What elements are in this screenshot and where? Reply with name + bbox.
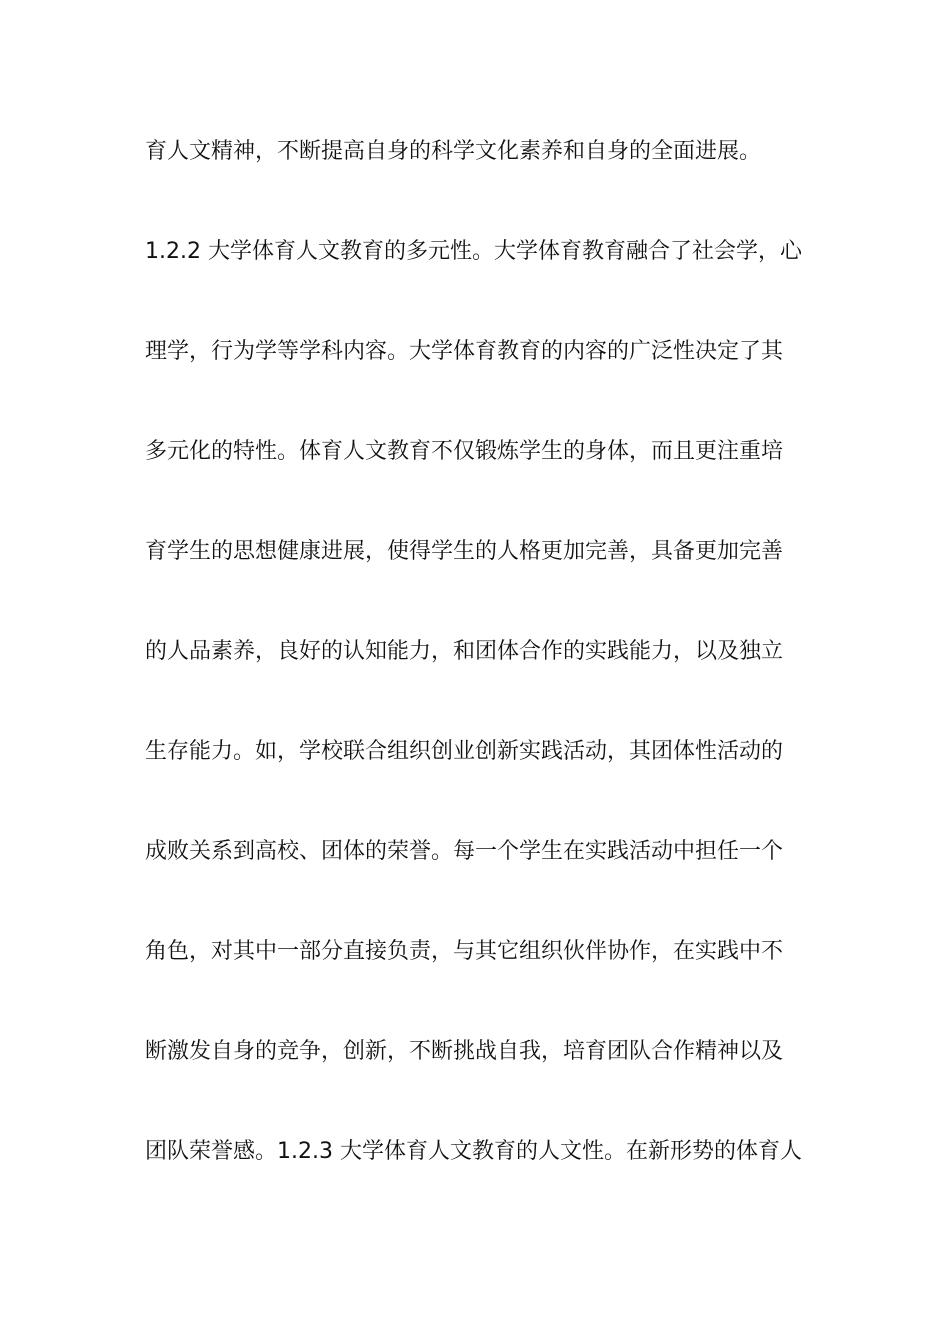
text-line-10: 断激发自身的竞争，创新，不断挑战自我，培育团队合作精神以及 (145, 1039, 784, 1064)
text-line-8: 成败关系到高校、团体的荣誉。每一个学生在实践活动中担任一个 (145, 839, 784, 864)
text-line-7: 生存能力。如，学校联合组织创业创新实践活动，其团体性活动的 (145, 739, 784, 764)
text-line-6: 的人品素养，良好的认知能力，和团体合作的实践能力，以及独立 (145, 639, 784, 664)
text-line-4: 多元化的特性。体育人文教育不仅锻炼学生的身体，而且更注重培 (145, 439, 784, 464)
text-line-2: 1.2.2 大学体育人文教育的多元性。大学体育教育融合了社会学，心 (145, 239, 802, 264)
text-line-11: 团队荣誉感。1.2.3 大学体育人文教育的人文性。在新形势的体育人 (145, 1139, 802, 1164)
text-line-9: 角色，对其中一部分直接负责，与其它组织伙伴协作，在实践中不 (145, 939, 784, 964)
text-line-1: 育人文精神，不断提高自身的科学文化素养和自身的全面进展。 (145, 139, 762, 164)
text-line-3: 理学，行为学等学科内容。大学体育教育的内容的广泛性决定了其 (145, 339, 784, 364)
text-line-5: 育学生的思想健康进展，使得学生的人格更加完善，具备更加完善 (145, 539, 784, 564)
